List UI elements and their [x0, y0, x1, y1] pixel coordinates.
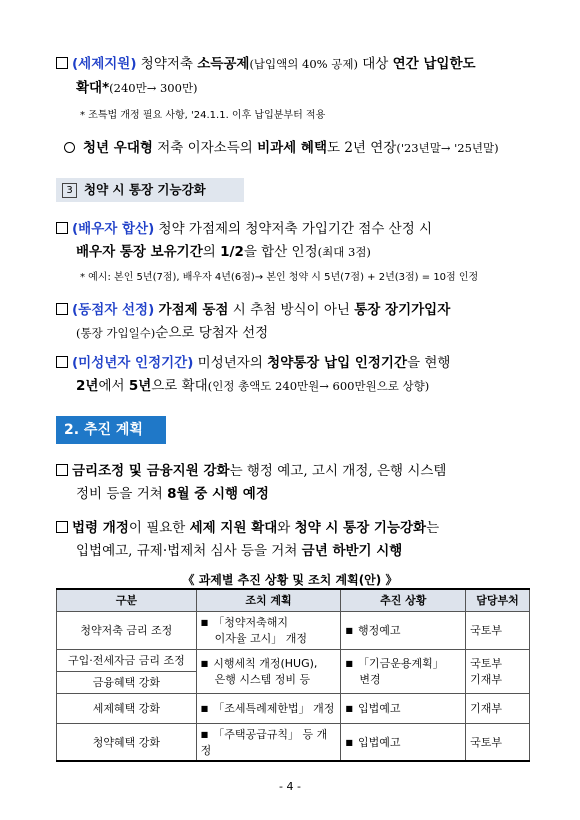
table-cell: 국토부 기재부 — [466, 649, 530, 693]
plan-item-2-line2: 입법예고, 규제·법제처 심사 등을 거쳐 금년 하반기 시행 — [76, 543, 403, 559]
item-minor-period-line1: (미성년자 인정기간) 미성년자의 청약통장 납입 인정기간을 현행 — [56, 351, 450, 371]
table-cell: ■ 시행세칙 개정(HUG), 은행 시스템 정비 등 — [196, 649, 341, 693]
table-cell: ■ 입법예고 — [341, 723, 466, 761]
section-number: 3 — [62, 183, 77, 198]
table-cell: ■ 「조세특례제한법」 개정 — [196, 693, 341, 723]
item-tax-support-line1: (세제지원) 청약저축 소득공제(납입액의 40% 공제) 대상 연간 납입한도 — [56, 52, 476, 72]
table-cell: ■ 「기금운용계획」 변경 — [341, 649, 466, 693]
item-tax-support-line2: 확대*(240만→ 300만) — [76, 80, 198, 96]
checkbox-icon — [56, 57, 68, 69]
checkbox-icon — [56, 222, 68, 234]
column-header: 추진 상황 — [341, 589, 466, 611]
table-cell: 기재부 — [466, 693, 530, 723]
table-row — [57, 611, 530, 649]
table-row — [57, 693, 530, 723]
section-heading-3: 3 청약 시 통장 기능강화 — [56, 178, 244, 202]
page-number: - 4 - — [279, 780, 301, 793]
item-spouse-sum-line1: (배우자 합산) 청약 가점제의 청약저축 가입기간 점수 산정 시 — [56, 217, 432, 237]
table-cell: ■ 「주택공급규칙」 등 개정 — [196, 723, 341, 761]
plan-item-1-line1: 금리조정 및 금융지원 강화는 행정 예고, 고시 개정, 은행 시스템 — [56, 459, 446, 479]
table-row — [57, 723, 530, 761]
table-cell: 청약혜택 강화 — [57, 723, 197, 761]
checkbox-icon — [56, 356, 68, 368]
section-heading-2: 2. 추진 계획 — [56, 416, 166, 444]
column-header: 구분 — [57, 589, 197, 611]
column-header: 담당부처 — [466, 589, 530, 611]
item-spouse-sum-line2: 배우자 통장 보유기간의 1/2을 합산 인정(최대 3점) — [76, 244, 371, 260]
progress-table — [56, 588, 530, 762]
table-caption: 《 과제별 추진 상황 및 조치 계획(안) 》 — [182, 573, 398, 587]
circle-bullet-icon — [64, 142, 75, 153]
table-cell: 구입·전세자금 금리 조정 — [57, 649, 197, 671]
table-cell: 청약저축 금리 조정 — [57, 611, 197, 649]
item-tie-break-line2: (통장 가입일수)순으로 당첨자 선정 — [76, 325, 269, 341]
table-cell: 세제혜택 강화 — [57, 693, 197, 723]
table-cell: ■ 행정예고 — [341, 611, 466, 649]
checkbox-icon — [56, 521, 68, 533]
plan-item-1-line2: 정비 등을 거쳐 8월 중 시행 예정 — [76, 486, 269, 502]
checkbox-icon — [56, 464, 68, 476]
item-minor-period-line2: 2년에서 5년으로 확대(인정 총액도 240만원→ 600만원으로 상향) — [76, 378, 430, 394]
note-example: * 예시: 본인 5년(7점), 배우자 4년(6점)→ 본인 청약 시 5년(7점) + 2년(3점) = 10점 인정 — [80, 272, 479, 283]
table-cell: 국토부 — [466, 723, 530, 761]
column-header: 조치 계획 — [196, 589, 341, 611]
table-cell: 국토부 — [466, 611, 530, 649]
table-row — [57, 649, 530, 671]
item-tie-break-line1: (동점자 선정) 가점제 동점 시 추첨 방식이 아닌 통장 장기가입자 — [56, 298, 450, 318]
note-tax-law: * 조특법 개정 필요 사항, '24.1.1. 이후 납입분부터 적용 — [80, 110, 326, 121]
plan-item-2-line1: 법령 개정이 필요한 세제 지원 확대와 청약 시 통장 기능강화는 — [56, 516, 439, 536]
checkbox-icon — [56, 303, 68, 315]
table-cell: ■ 「청약저축해지 이자율 고시」 개정 — [196, 611, 341, 649]
table-header-row — [57, 589, 530, 611]
item-youth-savings: 청년 우대형 저축 이자소득의 비과세 혜택도 2년 연장('23년말→ '25년말) — [64, 136, 499, 156]
table-cell: 금융혜택 강화 — [57, 671, 197, 693]
table-cell: ■ 입법예고 — [341, 693, 466, 723]
